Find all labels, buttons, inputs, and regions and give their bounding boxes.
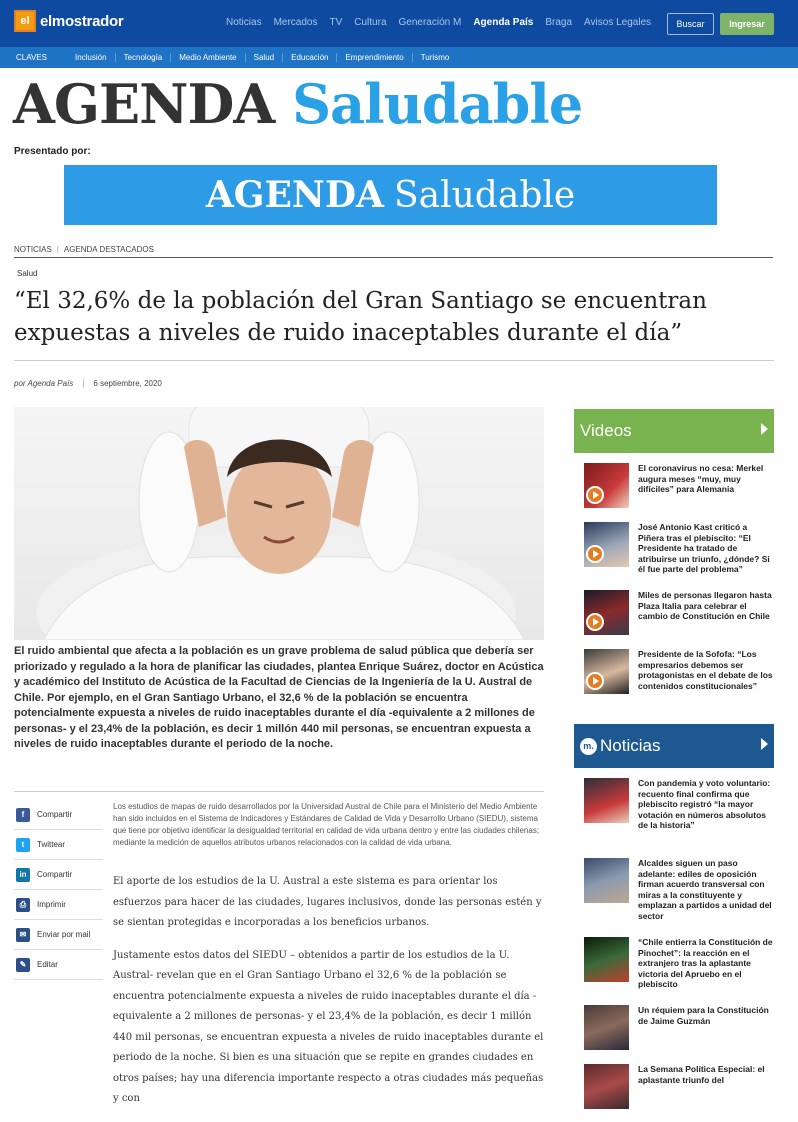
- presented-by-label: Presentado por:: [14, 146, 91, 157]
- section-title: [13, 72, 582, 136]
- nav-item-generacion-m[interactable]: Generación M: [398, 17, 462, 28]
- section-title-a: AGENDA: [13, 72, 275, 136]
- news-thumbnail: [584, 858, 629, 903]
- banner-text-a: AGENDA: [205, 174, 384, 216]
- login-button[interactable]: Ingresar: [720, 13, 774, 35]
- video-item[interactable]: [584, 649, 774, 694]
- main-nav: [226, 17, 663, 28]
- breadcrumb-separator: |: [56, 245, 59, 254]
- nav-item-avisos-legales[interactable]: Avisos Legales: [584, 17, 652, 28]
- video-title: Miles de personas llegaron hasta Plaza Italia para celebrar el cambio de Constitución en Chile: [638, 590, 772, 621]
- article-caption: Los estudios de mapas de ruido desarrollados por la Universidad Austral de Chile para el Ministerio del Medio Ambiente han sido incluidos en el Sistema de Indicadores y Estándares de Calidad de Vida y Desarrollo Urbano (SIEDU), sistema que tiene por objetivo identificar la desigualdad territorial en calidad de vida urbana dentro y entre las ciudades chilenas; mediante la medición de aquellos atributos urbanos relacionados con la calidad de vida urbana.: [113, 802, 540, 847]
- news-title: Con pandemia y voto voluntario: recuento final confirma que plebiscito registró “la mayor votación en números absolutos de la historia”: [638, 778, 771, 830]
- news-widget-header[interactable]: [574, 724, 774, 768]
- subnav-medio-ambiente[interactable]: Medio Ambiente: [179, 53, 245, 62]
- edit-icon: ✎: [16, 958, 30, 972]
- topics-subnav: [0, 47, 798, 68]
- news-item[interactable]: [584, 937, 774, 990]
- logo-icon: el: [14, 10, 36, 32]
- subnav-tecnologia[interactable]: Tecnología: [124, 53, 172, 62]
- subnav-turismo[interactable]: Turismo: [420, 53, 450, 62]
- chevron-right-icon[interactable]: [761, 738, 768, 750]
- divider: [14, 360, 774, 361]
- video-thumbnail: [584, 463, 629, 508]
- banner-text-b: Saludable: [393, 174, 576, 216]
- subnav-salud[interactable]: Salud: [254, 53, 283, 62]
- video-thumbnail: [584, 522, 629, 567]
- news-thumbnail: [584, 937, 629, 982]
- share-twitter-button[interactable]: [14, 830, 103, 860]
- news-item[interactable]: [584, 1005, 774, 1050]
- article-date: 6 septiembre, 2020: [93, 379, 162, 388]
- video-item[interactable]: [584, 463, 774, 508]
- article-body: [113, 872, 545, 1122]
- news-item[interactable]: [584, 858, 774, 921]
- nav-item-tv[interactable]: TV: [329, 17, 343, 28]
- divider: [14, 791, 544, 792]
- print-button[interactable]: [14, 890, 103, 920]
- breadcrumb-agenda-destacados[interactable]: AGENDA DESTACADOS: [63, 245, 154, 254]
- article-paragraph: Justamente estos datos del SIEDU – obtenidos a partir de los estudios de la U. Austral- revelan que en el Gran Santiago Urbano el 32,6 % de la población se encuentra potencialmente expuesta a niveles de ruido inaceptables durante el día -equivalente a 2 millones de personas- y el 23,4% de la población, es decir 1 millón 440 mil personas, se encuentran expuesta a niveles de ruido inaceptables durante el periodo de la noche. Si bien es una situación que se repite en grandes ciudades en otros países; hay una diferencia importante respecto a otras ciudades más pequeñas y con: [113, 949, 544, 1104]
- news-thumbnail: [584, 1005, 629, 1050]
- share-facebook-button[interactable]: [14, 800, 103, 830]
- news-title: Noticias: [600, 736, 661, 755]
- article-byline: [14, 379, 162, 388]
- news-title: “Chile entierra la Constitución de Pinochet”: la reacción en el extranjero tras la aplastante victoria del Apruebo en el plebiscito: [638, 937, 773, 989]
- news-thumbnail: [584, 778, 629, 823]
- nav-item-cultura[interactable]: Cultura: [354, 17, 387, 28]
- byline-separator: |: [82, 379, 85, 388]
- subnav-emprendimiento[interactable]: Emprendimiento: [345, 53, 412, 62]
- nav-item-braga[interactable]: Braga: [545, 17, 573, 28]
- news-item[interactable]: [584, 1064, 774, 1109]
- share-label: Compartir: [37, 870, 73, 879]
- subnav-claves[interactable]: CLAVES: [16, 53, 47, 62]
- chevron-right-icon[interactable]: [761, 423, 768, 435]
- breadcrumb-noticias[interactable]: NOTICIAS: [14, 245, 52, 254]
- print-icon: ⎙: [16, 898, 30, 912]
- breadcrumb: [14, 245, 773, 258]
- video-item[interactable]: [584, 522, 774, 575]
- news-title: La Semana Política Especial: el aplastante triunfo del: [638, 1064, 765, 1085]
- play-icon: [586, 486, 604, 504]
- news-thumbnail: [584, 1064, 629, 1109]
- elmostrador-m-icon: m.: [580, 738, 597, 755]
- article-author[interactable]: por Agenda País: [14, 379, 74, 388]
- top-navbar: [0, 0, 798, 47]
- videos-title: Videos: [580, 421, 632, 440]
- play-icon: [586, 545, 604, 563]
- nav-item-noticias[interactable]: Noticias: [226, 17, 262, 28]
- article-category[interactable]: Salud: [17, 269, 38, 278]
- share-label: Compartir: [37, 810, 73, 819]
- news-item[interactable]: [584, 778, 774, 831]
- play-icon: [586, 672, 604, 690]
- logo-text: elmostrador: [40, 12, 124, 30]
- play-icon: [586, 613, 604, 631]
- nav-item-agenda-pais[interactable]: Agenda País: [473, 17, 534, 28]
- share-label: Enviar por mail: [37, 930, 91, 939]
- video-title: Presidente de la Sofofa: “Los empresarios debemos ser protagonistas en el debate de los contenidos constitucionales”: [638, 649, 773, 691]
- share-linkedin-button[interactable]: [14, 860, 103, 890]
- news-title: Un réquiem para la Constitución de Jaime Guzmán: [638, 1005, 769, 1026]
- email-button[interactable]: [14, 920, 103, 950]
- video-thumbnail: [584, 649, 629, 694]
- video-title: El coronavirus no cesa: Merkel augura meses “muy, muy difíciles” para Alemania: [638, 463, 764, 494]
- subnav-educacion[interactable]: Educación: [291, 53, 337, 62]
- sponsor-banner[interactable]: [64, 165, 717, 225]
- subnav-inclusion[interactable]: Inclusión: [75, 53, 116, 62]
- facebook-icon: f: [16, 808, 30, 822]
- nav-item-mercados[interactable]: Mercados: [273, 17, 318, 28]
- site-logo[interactable]: [14, 10, 123, 32]
- share-label: Imprimir: [37, 900, 66, 909]
- mail-icon: ✉: [16, 928, 30, 942]
- section-title-b: Saludable: [292, 72, 583, 136]
- share-label: Twittear: [37, 840, 66, 849]
- article-paragraph: El aporte de los estudios de la U. Austral a este sistema es para orientar los esfuerzos para hacer de las ciudades, lugares inclusivos, donde las personas estén y se sientan protegidas e incorporadas a los beneficios urbanos.: [113, 876, 542, 928]
- edit-button[interactable]: [14, 950, 103, 980]
- video-thumbnail: [584, 590, 629, 635]
- video-item[interactable]: [584, 590, 774, 635]
- share-label: Editar: [37, 960, 58, 969]
- videos-widget-header[interactable]: [574, 409, 774, 453]
- twitter-icon: t: [16, 838, 30, 852]
- man-covering-ears-image: [14, 407, 544, 640]
- article-headline: “El 32,6% de la población del Gran Santiago se encuentran expuestas a niveles de ruido inaceptables durante el día”: [14, 288, 707, 346]
- linkedin-icon: in: [16, 868, 30, 882]
- share-panel: [14, 800, 103, 980]
- article-lead: El ruido ambiental que afecta a la población es un grave problema de salud pública que debería ser priorizado y regulado a la hora de planificar las ciudades, plantea Enrique Suárez, doctor en Acústica y académico del Instituto de Acústica de la Facultad de Ciencias de la Ingeniería de la U. Austral de Chile. Por ejemplo, en el Gran Santiago Urbano, el 32,6 % de la población se encuentra potencialmente expuesta a niveles de ruido inaceptables durante el día -equivalente a 2 millones de personas- y el 23,4% de la población, es decir 1 millón 440 mil personas, se encuentran expuesta a niveles de ruido inaceptables durante el periodo de la noche.: [14, 645, 544, 750]
- video-title: José Antonio Kast criticó a Piñera tras el plebiscito: “El Presidente ha tratado de atribuirse un triunfo, ¿dónde? Si él fue parte del problema”: [638, 522, 770, 574]
- news-title: Alcaldes siguen un paso adelante: ediles de oposición firman acuerdo transversal con miras a la constituyente y emplazan a partidos a unidad del sector: [638, 858, 772, 921]
- search-button[interactable]: Buscar: [667, 13, 714, 35]
- article-photo: [14, 407, 544, 640]
